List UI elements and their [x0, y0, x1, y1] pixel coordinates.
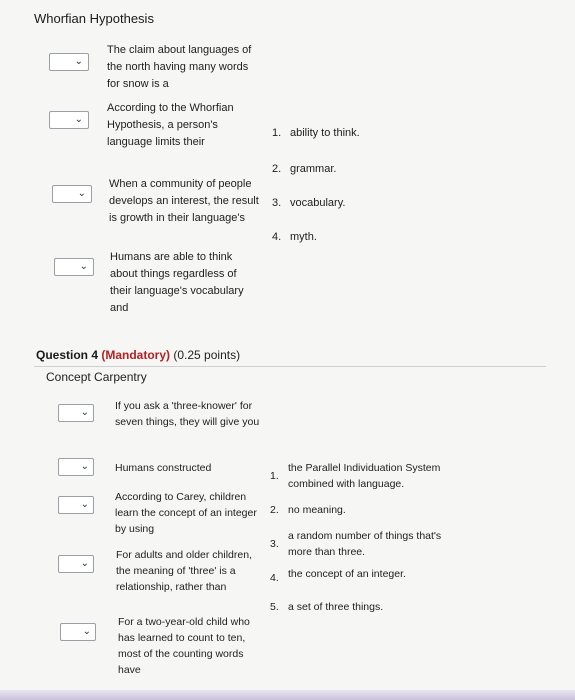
q3-title: Whorfian Hypothesis [34, 11, 154, 26]
q3-dropdown-1[interactable] [49, 53, 89, 71]
q4-mandatory: (Mandatory) [101, 348, 171, 362]
q4-points: (0.25 points) [173, 348, 241, 362]
q3-prompt-1: The claim about languages of the north having many words for snow is a [107, 44, 252, 90]
q4-label: Question 4 [36, 348, 99, 362]
quiz-page: Whorfian Hypothesis ⌄ The claim about languages of the north having many words for snow is a ⌄ According to the Whorfian Hypothesis, a person's language limits their ⌄ When a community of people develops an interest, the result is growth in their language's ⌄ Humans are able to think about things regardless of their language's vocabulary and 1. ability to think. 2. grammar. 3. vocabulary. 4. myth. Question 4 (Mandatory) (0.25 points) Concept Carpentry ⌄ If you ask a 'three-knower' for seven things, they will give you ⌄ Humans constructed ⌄ According to Carey, children learn the concept of an integer by using ⌄ For adults and older children, the meaning of 'three' is a relationship, rather than ⌄ For a two-year-old child who has learned to count to ten, most of the counting words have 1. the Parallel Individuation System combined with language. 2. no meaning. 3. a random number of things that's more than three. 4. the concept of an integer. 5. a set of three things. [0, 0, 575, 700]
q3-prompt-2: According to the Whorfian Hypothesis, a person's language limits their [107, 102, 234, 148]
q4-prompt-2: Humans constructed [115, 462, 212, 474]
chevron-down-icon: ⌄ [79, 261, 88, 272]
chevron-down-icon: ⌄ [80, 499, 89, 510]
chevron-down-icon: ⌄ [80, 558, 89, 569]
chevron-down-icon: ⌄ [80, 461, 89, 472]
q4-dropdown-2[interactable] [58, 458, 94, 476]
bottom-edge [0, 690, 575, 700]
q3-option-3: 3. vocabulary. [272, 197, 346, 209]
q4-dropdown-1[interactable] [58, 404, 94, 422]
q3-prompt-3: When a community of people develops an interest, the result is growth in their language's [109, 178, 259, 224]
q3-option-1: 1. ability to think. [272, 127, 360, 139]
chevron-down-icon: ⌄ [82, 626, 91, 637]
q4-prompt-1: If you ask a 'three-knower' for seven things, they will give you [115, 400, 260, 428]
q3-dropdown-3[interactable] [52, 185, 92, 203]
q4-subtitle: Concept Carpentry [46, 370, 147, 384]
chevron-down-icon: ⌄ [74, 56, 83, 67]
q4-divider [34, 366, 546, 367]
q4-prompt-4: For adults and older children, the meaning of 'three' is a relationship, rather than [116, 549, 252, 593]
q4-dropdown-5[interactable] [60, 623, 96, 641]
chevron-down-icon: ⌄ [80, 407, 89, 418]
q3-dropdown-2[interactable] [49, 111, 89, 129]
q4-prompt-5: For a two-year-old child who has learned to count to ten, most of the counting words have [118, 616, 250, 676]
q3-dropdown-4[interactable] [54, 258, 94, 276]
q4-dropdown-3[interactable] [58, 496, 94, 514]
q4-prompt-3: According to Carey, children learn the concept of an integer by using [115, 491, 257, 535]
q3-option-4: 4. myth. [272, 231, 317, 243]
chevron-down-icon: ⌄ [74, 114, 83, 125]
q3-prompt-4: Humans are able to think about things regardless of their language's vocabulary and [110, 251, 244, 314]
q4-dropdown-4[interactable] [58, 555, 94, 573]
q4-header [36, 348, 240, 362]
chevron-down-icon: ⌄ [77, 188, 86, 199]
q3-option-2: 2. grammar. [272, 163, 337, 175]
